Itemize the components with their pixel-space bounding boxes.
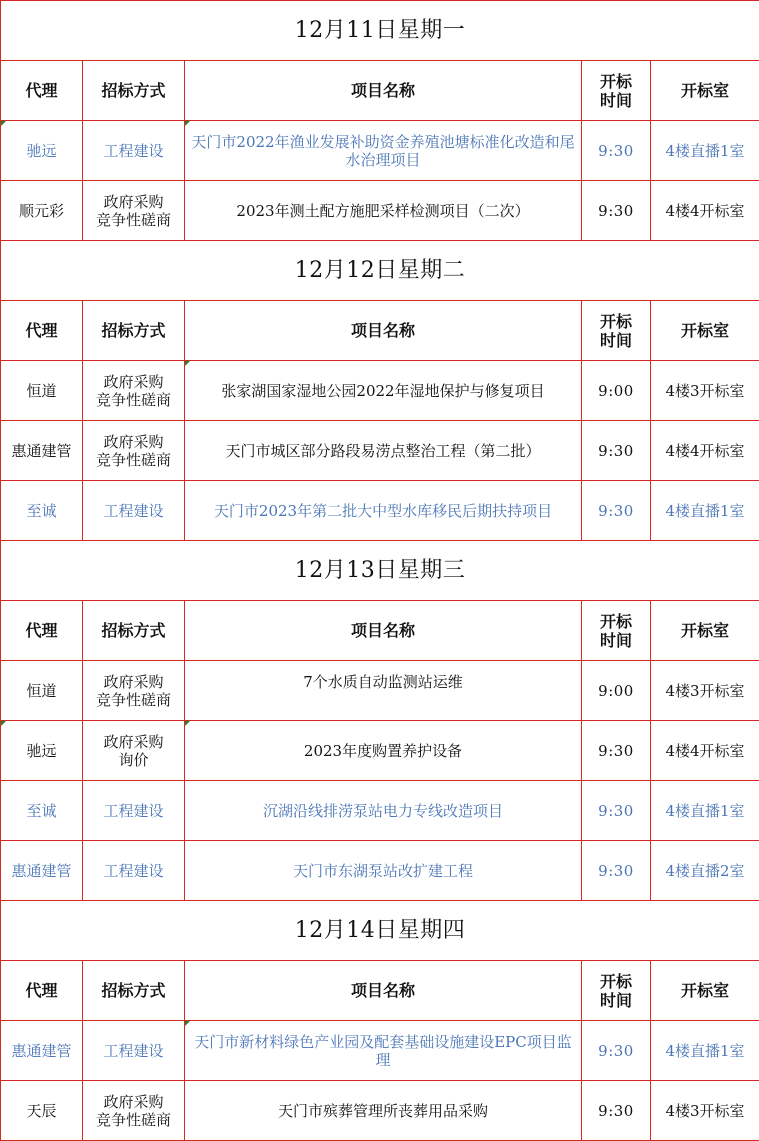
method-line1: 政府采购 [103, 192, 164, 211]
header-time-line2: 时间 [599, 330, 632, 350]
agent-cell: 惠通建管 [1, 421, 83, 481]
method-cell [83, 121, 185, 181]
method-cell [83, 841, 185, 901]
day-title-row [1, 541, 759, 601]
agent-cell: 顺元彩 [1, 181, 83, 241]
project-name: 天门市城区部分路段易涝点整治工程（第二批） [225, 441, 541, 460]
method-line1: 工程建设 [103, 861, 164, 880]
method-cell [83, 421, 185, 481]
project-name-cell [185, 1021, 582, 1081]
header-room: 开标室 [651, 61, 759, 121]
agent-cell: 恒道 [1, 661, 83, 721]
opening-time-cell: 9:30 [582, 721, 651, 781]
method-cell [83, 181, 185, 241]
header-time-line1: 开标 [599, 311, 632, 331]
day-title: 12月11日星期一 [1, 1, 759, 61]
project-name-cell [185, 481, 582, 541]
header-project: 项目名称 [185, 301, 582, 361]
opening-time-cell: 9:30 [582, 1081, 651, 1141]
opening-room-cell: 4楼3开标室 [651, 361, 759, 421]
project-name: 沉湖沿线排涝泵站电力专线改造项目 [262, 801, 503, 820]
opening-time-cell: 9:30 [582, 481, 651, 541]
project-name-cell [185, 781, 582, 841]
opening-room-cell: 4楼直播1室 [651, 781, 759, 841]
header-method: 招标方式 [83, 601, 185, 661]
project-name: 天门市新材料绿色产业园及配套基础设施建设EPC项目监理 [194, 1032, 572, 1069]
method-line2: 竞争性磋商 [95, 690, 171, 709]
header-time-line2: 时间 [599, 990, 632, 1010]
project-name-cell [185, 121, 582, 181]
opening-time-cell: 9:30 [582, 421, 651, 481]
header-project: 项目名称 [185, 601, 582, 661]
header-project: 项目名称 [185, 961, 582, 1021]
comment-marker-icon [1, 121, 6, 126]
project-name: 天门市殡葬管理所丧葬用品采购 [277, 1101, 488, 1120]
project-name: 7个水质自动监测站运维 [303, 673, 463, 691]
comment-marker-icon [185, 721, 190, 726]
comment-marker-icon [185, 361, 190, 366]
method-line1: 工程建设 [103, 801, 164, 820]
day-title-row [1, 1, 759, 61]
header-method: 招标方式 [83, 961, 185, 1021]
project-name-cell [185, 721, 582, 781]
opening-room-cell: 4楼4开标室 [651, 181, 759, 241]
day-title: 12月14日星期四 [1, 901, 759, 961]
opening-time-cell: 9:30 [582, 841, 651, 901]
header-time [582, 961, 651, 1021]
project-name: 2023年测土配方施肥采样检测项目（二次） [236, 201, 530, 220]
method-line2: 竞争性磋商 [95, 210, 171, 229]
method-line1: 政府采购 [103, 432, 164, 451]
agent-cell: 天辰 [1, 1081, 83, 1141]
method-cell [83, 361, 185, 421]
header-agent: 代理 [1, 601, 83, 661]
opening-time-cell: 9:30 [582, 121, 651, 181]
header-room: 开标室 [651, 301, 759, 361]
project-name-cell [185, 361, 582, 421]
method-cell [83, 481, 185, 541]
opening-time-cell: 9:00 [582, 361, 651, 421]
comment-marker-icon [185, 121, 190, 126]
method-line1: 政府采购 [103, 372, 164, 391]
project-name: 天门市2023年第二批大中型水库移民后期扶持项目 [213, 501, 553, 520]
opening-time-cell: 9:30 [582, 781, 651, 841]
table-row [1, 1021, 759, 1081]
project-name: 2023年度购置养护设备 [303, 741, 463, 760]
method-line1: 政府采购 [103, 732, 164, 751]
table-row [1, 1081, 759, 1141]
project-name-cell [185, 421, 582, 481]
method-line1: 工程建设 [103, 1041, 164, 1060]
method-line1: 政府采购 [103, 672, 164, 691]
opening-time-cell: 9:30 [582, 1021, 651, 1081]
header-method: 招标方式 [83, 61, 185, 121]
table-row [1, 781, 759, 841]
comment-marker-icon [1, 721, 6, 726]
method-line1: 工程建设 [103, 501, 164, 520]
header-project: 项目名称 [185, 61, 582, 121]
project-name-cell [185, 181, 582, 241]
opening-room-cell: 4楼直播1室 [651, 481, 759, 541]
method-line1: 政府采购 [103, 1092, 164, 1111]
header-room: 开标室 [651, 601, 759, 661]
opening-room-cell: 4楼4开标室 [651, 421, 759, 481]
method-cell [83, 661, 185, 721]
opening-time-cell: 9:30 [582, 181, 651, 241]
agent-cell: 惠通建管 [1, 841, 83, 901]
header-time [582, 61, 651, 121]
table-row [1, 841, 759, 901]
header-time-line1: 开标 [599, 71, 632, 91]
table-row [1, 661, 759, 721]
method-cell [83, 1021, 185, 1081]
header-time-line2: 时间 [599, 630, 632, 650]
day-title-row [1, 241, 759, 301]
project-name: 天门市东湖泵站改扩建工程 [292, 861, 473, 880]
agent-cell: 驰远 [1, 121, 83, 181]
opening-room-cell: 4楼3开标室 [651, 661, 759, 721]
header-time [582, 301, 651, 361]
column-header-row [1, 601, 759, 661]
method-cell [83, 781, 185, 841]
project-name-cell [185, 841, 582, 901]
method-line2: 竞争性磋商 [95, 450, 171, 469]
method-line2: 询价 [118, 750, 149, 769]
method-cell [83, 1081, 185, 1141]
column-header-row [1, 61, 759, 121]
method-line2: 竞争性磋商 [95, 1110, 171, 1129]
comment-marker-icon [185, 1021, 190, 1026]
header-time [582, 601, 651, 661]
opening-room-cell: 4楼直播1室 [651, 1021, 759, 1081]
table-row [1, 361, 759, 421]
table-row [1, 121, 759, 181]
day-title-row [1, 901, 759, 961]
opening-room-cell: 4楼4开标室 [651, 721, 759, 781]
column-header-row [1, 961, 759, 1021]
day-title: 12月13日星期三 [1, 541, 759, 601]
header-room: 开标室 [651, 961, 759, 1021]
header-time-line1: 开标 [599, 611, 632, 631]
header-time-line2: 时间 [599, 90, 632, 110]
opening-room-cell: 4楼3开标室 [651, 1081, 759, 1141]
header-method: 招标方式 [83, 301, 185, 361]
agent-cell: 恒道 [1, 361, 83, 421]
project-name-cell [185, 1081, 582, 1141]
table-row [1, 181, 759, 241]
header-agent: 代理 [1, 61, 83, 121]
agent-cell: 惠通建管 [1, 1021, 83, 1081]
agent-cell: 至诚 [1, 481, 83, 541]
header-agent: 代理 [1, 961, 83, 1021]
agent-cell: 驰远 [1, 721, 83, 781]
opening-time-cell: 9:00 [582, 661, 651, 721]
day-title: 12月12日星期二 [1, 241, 759, 301]
table-row [1, 481, 759, 541]
opening-room-cell: 4楼直播1室 [651, 121, 759, 181]
method-line2: 竞争性磋商 [95, 390, 171, 409]
header-agent: 代理 [1, 301, 83, 361]
project-name: 天门市2022年渔业发展补助资金养殖池塘标准化改造和尾水治理项目 [191, 132, 575, 169]
method-line1: 工程建设 [103, 141, 164, 160]
project-name: 张家湖国家湿地公园2022年湿地保护与修复项目 [221, 381, 545, 400]
project-name-cell [185, 661, 582, 721]
method-cell [83, 721, 185, 781]
opening-room-cell: 4楼直播2室 [651, 841, 759, 901]
header-time-line1: 开标 [599, 971, 632, 991]
table-row [1, 421, 759, 481]
column-header-row [1, 301, 759, 361]
agent-cell: 至诚 [1, 781, 83, 841]
table-row [1, 721, 759, 781]
